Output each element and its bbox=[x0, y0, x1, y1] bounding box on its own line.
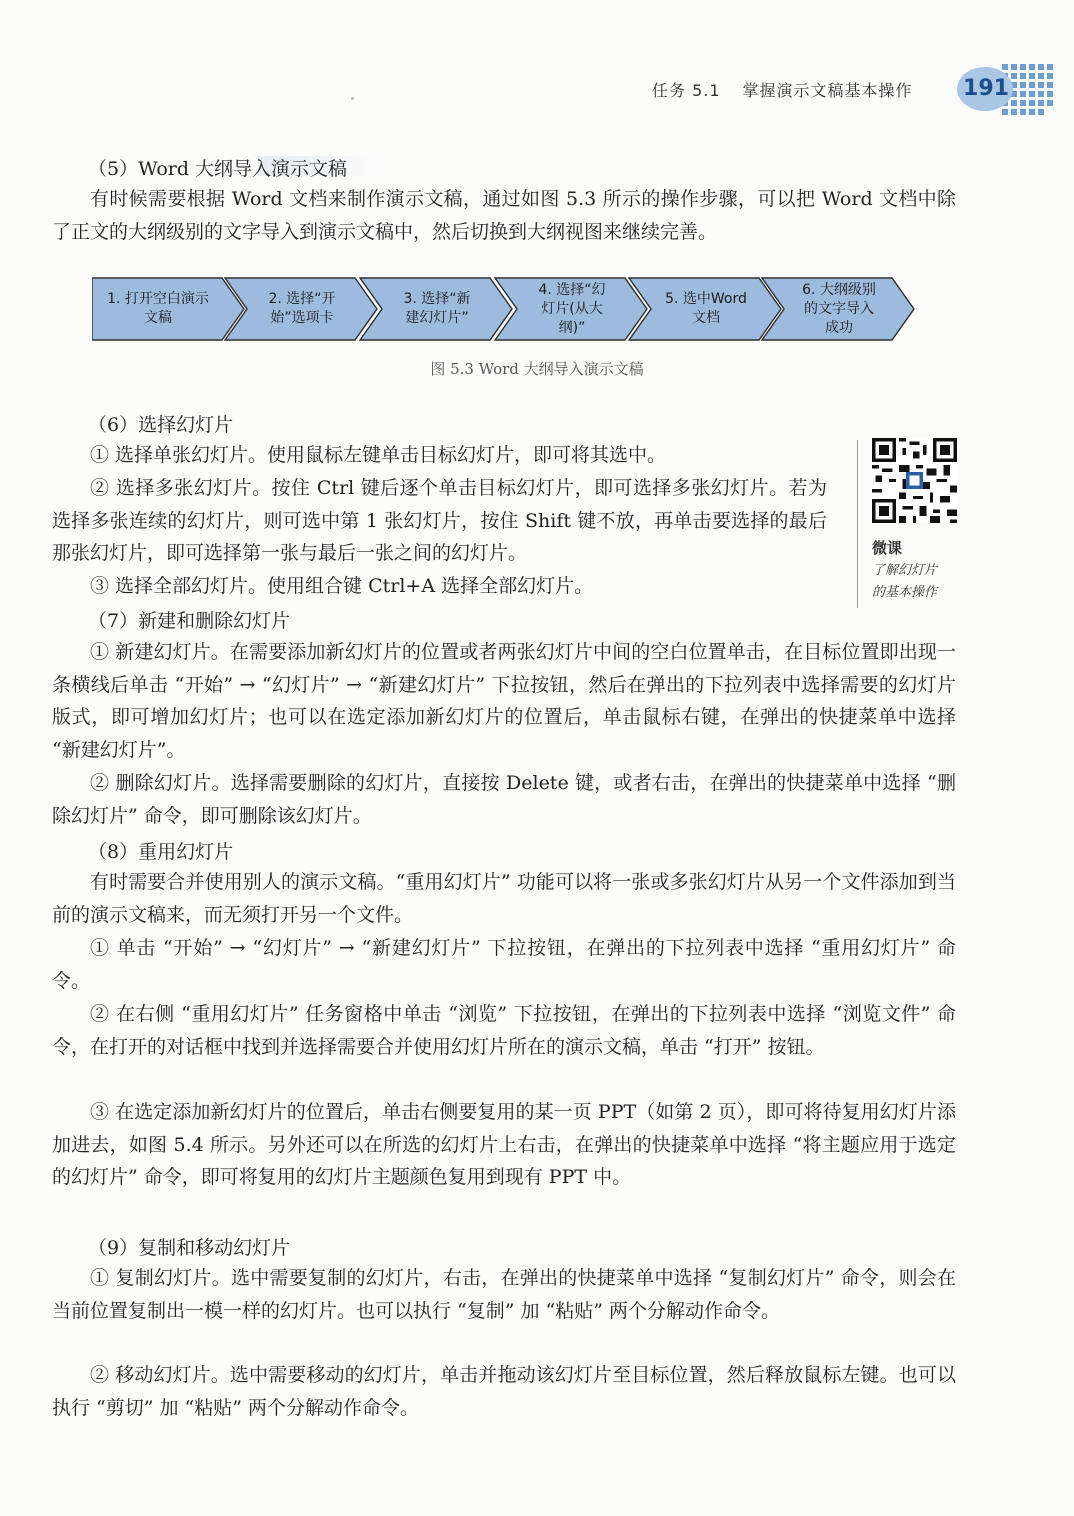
flow-step-label: 6. 大纲级别 的文字导入 成功 bbox=[802, 281, 876, 336]
scan-speck bbox=[351, 97, 354, 100]
section-7-title: （7）新建和删除幻灯片 bbox=[88, 610, 291, 632]
section-5-paragraph: 有时候需要根据 Word 文档来制作演示文稿，通过如图 5.3 所示的操作步骤，可以把 Word 文档中除了正文的大纲级别的文字导入到演示文稿中，然后切换到大纲视图来继续完善。 bbox=[52, 188, 956, 243]
section-8-item-2: ② 在右侧 “重用幻灯片” 任务窗格中单击 “浏览” 下拉按钮，在弹出的下拉列表中选择 “浏览文件” 命令，在打开的对话框中找到并选择需要合并使用幻灯片所在的演示文稿，单击 “打开” 按钮。 bbox=[52, 1003, 956, 1058]
section-6-title: （6）选择幻灯片 bbox=[88, 414, 234, 436]
section-8-item-3: ③ 在选定添加新幻灯片的位置后，单击右侧要复用的某一页 PPT（如第 2 页），即可将待复用幻灯片添加进去，如图 5.4 所示。另外还可以在所选的幻灯片上右击，在弹出的快捷菜单中选择 “将主题应用于选定的幻灯片” 命令，即可将复用的幻灯片主题颜色复用到现有 PPT 中。 bbox=[52, 1101, 956, 1188]
section-7-item-1: ① 新建幻灯片。在需要添加新幻灯片的位置或者两张幻灯片中间的空白位置单击，在目标位置即出现一条横线后单击 “开始” → “幻灯片” → “新建幻灯片” 下拉按钮，然后在弹出的下拉列表中选择需要的幻灯片版式，即可增加幻灯片；也可以在选定添加新幻灯片的位置后，单击鼠标右键，在弹出的快捷菜单中选择 “新建幻灯片”。 bbox=[52, 641, 956, 761]
flow-step-label: 2. 选择“开 始”选项卡 bbox=[268, 291, 336, 326]
section-6-item-2: ② 选择多张幻灯片。按住 Ctrl 键后逐个单击目标幻灯片，即可选择多张幻灯片。若为选择多张连续的幻灯片，则可选中第 1 张幻灯片，按住 Shift 键不放，再单击要选择的最后那张幻灯片，即可选择第一张与最后一张之间的幻灯片。 bbox=[52, 477, 827, 564]
section-9-item-1: ① 复制幻灯片。选中需要复制的幻灯片，右击，在弹出的快捷菜单中选择 “复制幻灯片” 命令，则会在当前位置复制出一模一样的幻灯片。也可以执行 “复制” 加 “粘贴” 两个分解动作命令。 bbox=[52, 1267, 956, 1322]
figure-caption: 图 5.3 Word 大纲导入演示文稿 bbox=[430, 360, 644, 378]
process-flow-diagram bbox=[92, 276, 922, 342]
section-6-item-3: ③ 选择全部幻灯片。使用组合键 Ctrl+A 选择全部幻灯片。 bbox=[90, 575, 594, 597]
flow-step-label: 5. 选中Word 文档 bbox=[665, 291, 747, 326]
header-task: 任务 5.1 bbox=[652, 81, 721, 100]
header-title: 掌握演示文稿基本操作 bbox=[742, 81, 913, 100]
flow-step-label: 1. 打开空白演示 文稿 bbox=[107, 291, 209, 326]
qr-code-icon[interactable] bbox=[872, 438, 957, 523]
sidebar-rule bbox=[857, 440, 858, 608]
section-7-item-2: ② 删除幻灯片。选择需要删除的幻灯片，直接按 Delete 键，或者右击，在弹出的快捷菜单中选择 “删除幻灯片” 命令，即可删除该幻灯片。 bbox=[52, 772, 956, 827]
flow-step-label: 3. 选择“新 建幻灯片” bbox=[403, 291, 471, 326]
section-6-item-1: ① 选择单张幻灯片。使用鼠标左键单击目标幻灯片，即可将其选中。 bbox=[90, 444, 667, 466]
running-header bbox=[652, 78, 913, 101]
flow-step-label: 4. 选择“幻 灯片(从大 纲)” bbox=[538, 281, 606, 336]
page-number: 191 bbox=[963, 76, 1009, 101]
section-9-title: （9）复制和移动幻灯片 bbox=[88, 1237, 291, 1259]
section-8-intro: 有时需要合并使用别人的演示文稿。“重用幻灯片” 功能可以将一张或多张幻灯片从另一个文件添加到当前的演示文稿来，而无须打开另一个文件。 bbox=[52, 871, 956, 926]
section-5-title: （5）Word 大纲导入演示文稿 bbox=[88, 158, 348, 180]
sidebar-label: 微课 bbox=[872, 539, 903, 557]
section-9-item-2: ② 移动幻灯片。选中需要移动的幻灯片，单击并拖动该幻灯片至目标位置，然后释放鼠标左键。也可以执行 “剪切” 加 “粘贴” 两个分解动作命令。 bbox=[52, 1364, 956, 1419]
section-8-title: （8）重用幻灯片 bbox=[88, 841, 234, 863]
sidebar-description: 了解幻灯片 的基本操作 bbox=[872, 563, 938, 600]
section-8-item-1: ① 单击 “开始” → “幻灯片” → “新建幻灯片” 下拉按钮，在弹出的下拉列表中选择 “重用幻灯片” 命令。 bbox=[52, 937, 956, 992]
